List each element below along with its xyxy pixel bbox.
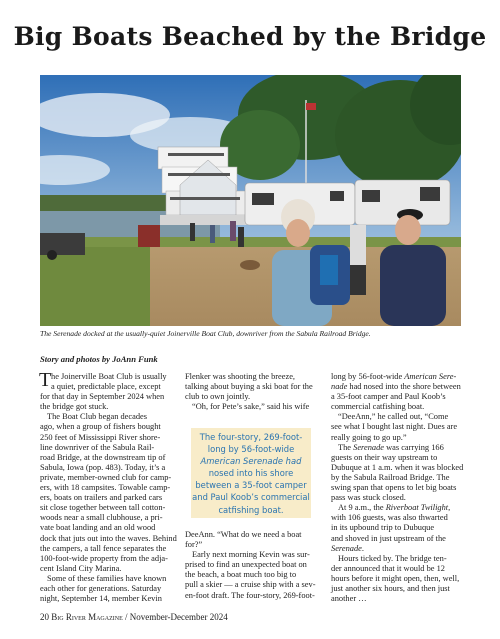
photo-caption: The Serenade docked at the usually-quiet Joinerville Boat Club, downriver from the Sabula Railroad Bridge.	[40, 329, 371, 338]
issue-date: / November-December 2024	[122, 612, 228, 622]
byline: Story and photos by JoAnn Funk	[40, 354, 158, 364]
pull-quote: The four-story, 269-foot- long by 56-foot-wide American Serenade had nosed into his shore between a 35-foot camper and Paul Koob’s commercial catfishing boat.	[191, 428, 311, 518]
boat-club-photo	[40, 75, 461, 326]
article-column-2-top: Flenker was shooting the breeze, talking about buying a ski boat for the club to own jointly. “Oh, for Pete’s sake,” said his wife	[185, 372, 313, 412]
headline: Big Boats Beached by the Bridge	[13, 22, 487, 51]
drop-cap: T	[39, 369, 52, 391]
article-column-3: long by 56-foot-wide American Sere- nade had nosed into the shore between a 35-foot camper and Paul Koob’s commercial catfishing boat. “DeeAnn,” he called out, “Come see what I bought last night. Dues are really going to go up.” The Serenade was carrying 166 guests on their way upstream to Dubuque at 1 a.m. when it was blocked by the Sabula Railroad Bridge. The swing span that opens to let big boats pass was stuck closed. At 9 a.m., the Riverboat Twilight, with 106 guests, was also thwarted in its upbound trip to Dubuque and shoved in just upstream of the Serenade. Hours ticked by. The bridge ten- der announced that it would be 12 hours before it might open, then, well, just another six hours, and then just another …	[331, 372, 464, 604]
page-footer	[40, 612, 228, 622]
page-number: 20	[40, 612, 49, 622]
article-column-2-bottom: DeeAnn. “What do we need a boat for?” Early next morning Kevin was sur- prised to find an unexpected boat on the beach, a boat much too big to pull a skier — a cruise ship with a sev- en-foot draft. The four-story, 269-foot-	[185, 530, 316, 600]
article-column-1: T he Joinerville Boat Club is usually a quiet, predictable place, except for that day in September 2024 when the bridge got stuck. The Boat Club began decades ago, when a group of fishers bought 250 feet of Mississippi River shore- line downriver of the Sabula Rail- road Bridge, at the downstream tip of Sabula, Iowa (pop. 483). Today, it’s a private, member-owned club for camp- ers, with 18 campsites. Towable camp- ers, boats on trailers and parked cars sit close together between tall cotton- woods near a small clubhouse, a pri- vate boat landing and an old wood dock that juts out into the waves. Behind the campers, a tall fence separates the 100-foot-wide property from the adja- cent Island City Marina. Some of these families have known each other for generations. Saturday night, September 14, member Kevin	[39, 369, 177, 604]
magazine-name: Big River Magazine	[51, 612, 123, 622]
